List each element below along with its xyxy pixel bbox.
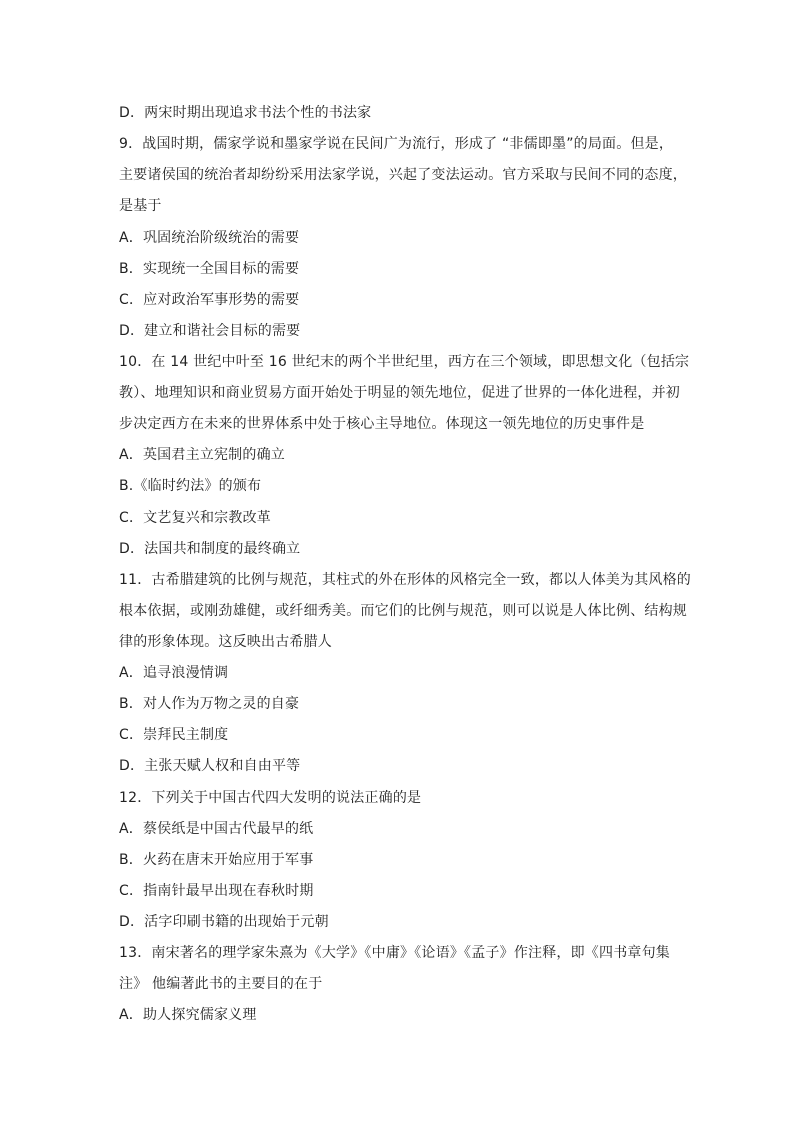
option-11-b: B．对人作为万物之灵的自豪: [119, 696, 300, 712]
question-9-line-3: 是基于: [119, 198, 162, 214]
option-10-d: D．法国共和制度的最终确立: [119, 541, 301, 557]
question-10-line-1: 10．在 14 世纪中叶至 16 世纪末的两个半世纪里，西方在三个领域，即思想文化（包括宗: [119, 354, 690, 370]
option-11-a: A．追寻浪漫情调: [119, 665, 229, 681]
option-10-c: C．文艺复兴和宗教改革: [119, 510, 271, 526]
question-9-line-1: 9．战国时期，儒家学说和墨家学说在民间广为流行，形成了 “非儒即墨”的局面。但是，: [119, 136, 674, 152]
option-10-a: A．英国君主立宪制的确立: [119, 447, 285, 463]
question-11-line-1: 11．古希腊建筑的比例与规范，其柱式的外在形体的风格完全一致，都以人体美为其风格的: [119, 572, 692, 588]
option-9-a: A．巩固统治阶级统治的需要: [119, 230, 300, 246]
question-13-line-1: 13．南宋著名的理学家朱熹为《大学》《中庸》《论语》《孟子》作注释，即《四书章句集: [119, 945, 671, 961]
option-13-a: A．助人探究儒家义理: [119, 1007, 257, 1023]
question-9-line-2: 主要诸侯国的统治者却纷纷采用法家学说，兴起了变法运动。官方采取与民间不同的态度，: [119, 167, 687, 183]
option-12-d: D．活字印刷书籍的出现始于元朝: [119, 914, 329, 930]
option-8-d: D．两宋时期出现追求书法个性的书法家: [119, 105, 372, 121]
option-12-a: A．蔡侯纸是中国古代最早的纸: [119, 821, 314, 837]
option-11-c: C．崇拜民主制度: [119, 727, 229, 743]
option-9-b: B．实现统一全国目标的需要: [119, 261, 300, 277]
option-9-c: C．应对政治军事形势的需要: [119, 292, 300, 308]
question-12: 12．下列关于中国古代四大发明的说法正确的是: [119, 790, 422, 806]
question-10-line-2: 教）、地理知识和商业贸易方面开始处于明显的领先地位，促进了世界的一体化进程，并初: [119, 385, 680, 401]
option-12-b: B．火药在唐末开始应用于军事: [119, 852, 314, 868]
question-11-line-2: 根本依据，或刚劲雄健，或纤细秀美。而它们的比例与规范，则可以说是人体比例、结构规: [119, 603, 687, 619]
option-11-d: D．主张天赋人权和自由平等: [119, 758, 301, 774]
option-9-d: D．建立和谐社会目标的需要: [119, 323, 301, 339]
question-13-line-2: 注》 他编著此书的主要目的在于: [119, 976, 323, 992]
option-12-c: C．指南针最早出现在春秋时期: [119, 883, 314, 899]
question-11-line-3: 律的形象体现。这反映出古希腊人: [119, 634, 332, 650]
question-10-line-3: 步决定西方在未来的世界体系中处于核心主导地位。体现这一领先地位的历史事件是: [119, 416, 645, 432]
option-10-b: B.《临时约法》的颁布: [119, 478, 262, 494]
